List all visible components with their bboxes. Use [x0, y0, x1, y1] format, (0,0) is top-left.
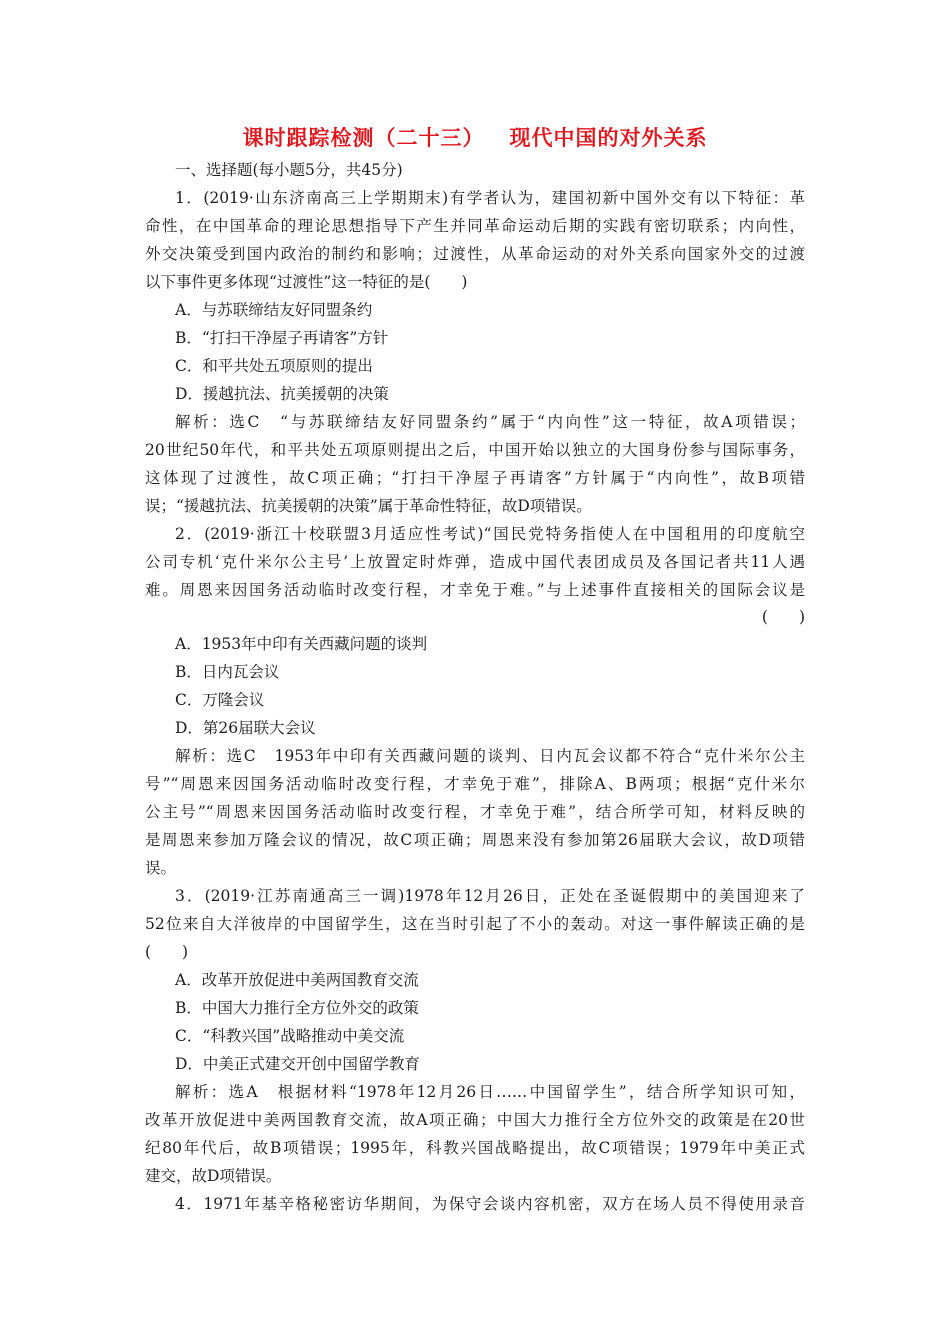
q3-option-a: A．改革开放促进中美两国教育交流	[175, 971, 419, 989]
q3-option-c: C．“科教兴国”战略推动中美交流	[175, 1027, 405, 1045]
q1-stem-line: 1．(2019·山东济南高三上学期期末)有学者认为，建国初新中国外交有以下特征：革	[175, 189, 805, 207]
q3-analysis-line: 建交，故D项错误。	[145, 1167, 282, 1185]
q1-option-d: D．援越抗法、抗美援朝的决策	[175, 385, 389, 403]
q3-analysis-line: 改革开放促进中美两国教育交流，故A项正确；中国大力推行全方位外交的政策是在20世	[145, 1111, 805, 1129]
q2-analysis-line: 号”“周恩来因国务活动临时改变行程，才幸免于难”，排除A、B两项；根据“克什米尔	[145, 775, 805, 793]
q2-stem-line: 难。周恩来因国务活动临时改变行程，才幸免于难。”与上述事件直接相关的国际会议是	[145, 581, 805, 599]
page-title: 课时跟踪检测（二十三） 现代中国的对外关系	[242, 126, 708, 150]
q4-stem-line: 4．1971年基辛格秘密访华期间，为保守会谈内容机密，双方在场人员不得使用录音	[175, 1195, 805, 1213]
q2-analysis-line: 误。	[145, 859, 177, 877]
q2-analysis-line: 公主号”“周恩来因国务活动临时改变行程，才幸免于难”，结合所学可知，材料反映的	[145, 803, 805, 821]
q2-answer-bracket: ( )	[761, 608, 805, 626]
q3-stem-line: ( )	[145, 943, 189, 961]
q2-stem-line: 公司专机‘克什米尔公主号’上放置定时炸弹，造成中国代表团成员及各国记者共11人遇	[145, 553, 805, 571]
q2-option-c: C．万隆会议	[175, 691, 265, 709]
q2-analysis-line: 解析：选C 1953年中印有关西藏问题的谈判、日内瓦会议都不符合“克什米尔公主	[175, 747, 805, 765]
q3-option-b: B．中国大力推行全方位外交的政策	[175, 999, 419, 1017]
q2-option-d: D．第26届联大会议	[175, 719, 316, 737]
q1-analysis-line: 20世纪50年代，和平共处五项原则提出之后，中国开始以独立的大国身份参与国际事务，	[145, 441, 805, 459]
q1-stem-line: 命性，在中国革命的理论思想指导下产生并同革命运动后期的实践有密切联系；内向性，	[145, 217, 805, 235]
q1-option-c: C．和平共处五项原则的提出	[175, 357, 373, 375]
q2-option-b: B．日内瓦会议	[175, 663, 280, 681]
q1-stem-line: 以下事件更多体现“过渡性”这一特征的是( )	[145, 273, 468, 291]
q2-option-a: A．1953年中印有关西藏问题的谈判	[175, 635, 428, 653]
q1-option-a: A．与苏联缔结友好同盟条约	[175, 301, 373, 319]
q1-stem-line: 外交决策受到国内政治的制约和影响；过渡性，从革命运动的对外关系向国家外交的过渡	[145, 245, 805, 263]
q1-option-b: B．“打扫干净屋子再请客”方针	[175, 329, 389, 347]
q2-analysis-line: 是周恩来参加万隆会议的情况，故C项正确；周恩来没有参加第26届联大会议，故D项错	[145, 831, 805, 849]
q3-analysis-line: 纪80年代后，故B项错误；1995年，科教兴国战略提出，故C项错误；1979年中美正式	[145, 1139, 805, 1157]
q1-analysis-line: 这体现了过渡性，故C项正确；“打扫干净屋子再请客”方针属于“内向性”，故B项错	[145, 469, 805, 487]
q3-option-d: D．中美正式建交开创中国留学教育	[175, 1055, 420, 1073]
section-heading: 一、选择题(每小题5分，共45分)	[175, 161, 403, 179]
q3-stem-line: 3．(2019·江苏南通高三一调)1978年12月26日，正处在圣诞假期中的美国迎来了	[175, 887, 805, 905]
q1-analysis-line: 误；“援越抗法、抗美援朝的决策”属于革命性特征，故D项错误。	[145, 497, 592, 515]
q3-analysis-line: 解析：选A 根据材料“1978年12月26日……中国留学生”，结合所学知识可知，	[175, 1083, 805, 1101]
q1-analysis-line: 解析：选C “与苏联缔结友好同盟条约”属于“内向性”这一特征，故A项错误；	[175, 413, 805, 431]
q3-stem-line: 52位来自大洋彼岸的中国留学生，这在当时引起了不小的轰动。对这一事件解读正确的是	[145, 915, 805, 933]
q2-stem-line: 2．(2019·浙江十校联盟3月适应性考试)“国民党特务指使人在中国租用的印度航空	[175, 525, 805, 543]
